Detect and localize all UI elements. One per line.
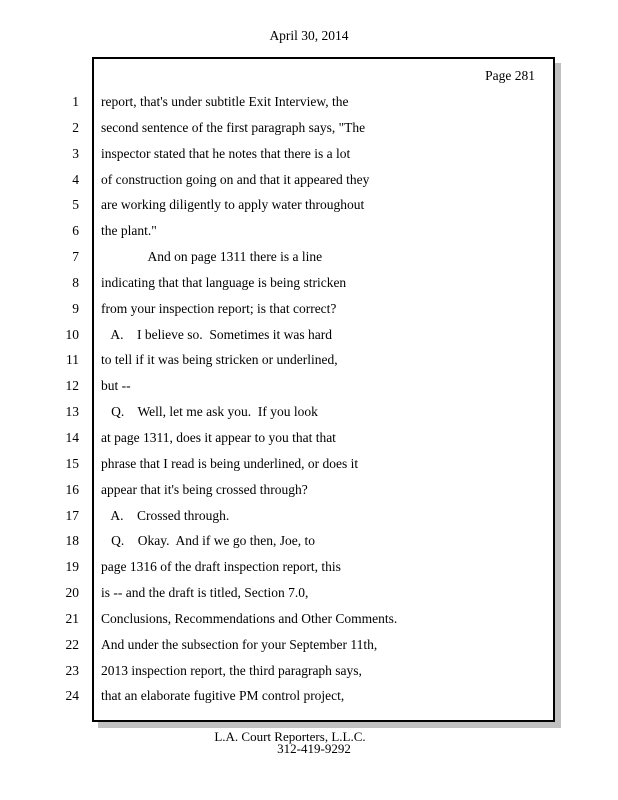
transcript-line — [0, 683, 555, 709]
header-date: April 30, 2014 — [269, 28, 349, 43]
line-text: And under the subsection for your September 11th, — [101, 636, 378, 652]
line-number: 3 — [72, 145, 79, 161]
transcript-line — [0, 244, 555, 270]
line-text: page 1316 of the draft inspection report, this — [101, 559, 341, 575]
line-text: A. Crossed through. — [101, 507, 230, 523]
line-number: 22 — [65, 636, 79, 652]
line-text: is -- and the draft is titled, Section 7.0, — [101, 585, 309, 601]
line-number: 19 — [65, 559, 79, 575]
line-number: 21 — [65, 610, 79, 626]
transcript-line — [0, 658, 555, 684]
line-text: that an elaborate fugitive PM control project, — [101, 688, 345, 704]
transcript-line — [0, 451, 555, 477]
transcript-line — [0, 373, 555, 399]
line-text: from your inspection report; is that correct? — [101, 300, 337, 316]
transcript-line — [0, 503, 555, 529]
line-number: 14 — [65, 429, 79, 445]
line-number: 5 — [72, 197, 79, 213]
line-number: 16 — [65, 481, 79, 497]
line-text: are working diligently to apply water throughout — [101, 197, 365, 213]
line-text: of construction going on and that it appeared they — [101, 171, 370, 187]
line-number: 12 — [65, 378, 79, 394]
transcript-line — [0, 296, 555, 322]
transcript-line — [0, 425, 555, 451]
transcript-line — [0, 270, 555, 296]
line-text: report, that's under subtitle Exit Interview, the — [101, 94, 349, 109]
transcript-line — [0, 477, 555, 503]
line-text: appear that it's being crossed through? — [101, 481, 308, 497]
line-number: 6 — [72, 223, 79, 239]
footer-company: L.A. Court Reporters, L.L.C. — [214, 729, 366, 744]
line-number: 9 — [72, 300, 79, 316]
line-number: 2 — [72, 119, 79, 135]
line-number: 24 — [65, 688, 79, 704]
transcript-line — [0, 89, 555, 115]
transcript-line — [0, 347, 555, 373]
line-text: at page 1311, does it appear to you that that — [101, 429, 336, 445]
line-text: Q. Okay. And if we go then, Joe, to — [101, 533, 315, 549]
line-number: 7 — [72, 249, 79, 265]
line-text: Q. Well, let me ask you. If you look — [101, 404, 318, 420]
line-number: 23 — [65, 662, 79, 678]
transcript-line — [0, 580, 555, 606]
transcript-line — [0, 606, 555, 632]
line-text: second sentence of the first paragraph says, "The — [101, 119, 366, 135]
line-text: but -- — [101, 378, 131, 394]
line-text: inspector stated that he notes that there is a lot — [101, 145, 351, 161]
transcript-line — [0, 218, 555, 244]
line-number: 18 — [65, 533, 79, 549]
line-number: 13 — [65, 404, 79, 420]
transcript-line — [0, 528, 555, 554]
line-text: And on page 1311 there is a line — [101, 249, 323, 265]
transcript-line — [0, 192, 555, 218]
line-text: phrase that I read is being underlined, or does it — [101, 455, 359, 471]
transcript-line — [0, 115, 555, 141]
line-text: to tell if it was being stricken or underlined, — [101, 352, 338, 368]
footer — [0, 731, 618, 756]
line-number: 20 — [65, 585, 79, 601]
transcript-line — [0, 322, 555, 348]
transcript-lines — [0, 89, 555, 709]
line-number: 8 — [72, 274, 79, 290]
transcript-line — [0, 167, 555, 193]
footer-phone: 312-419-9292 — [277, 741, 351, 757]
line-number: 1 — [72, 94, 79, 109]
transcript-line — [0, 632, 555, 658]
line-text: Conclusions, Recommendations and Other Comments. — [101, 610, 398, 626]
transcript-line — [0, 554, 555, 580]
line-number: 10 — [65, 326, 79, 342]
line-text: indicating that that language is being stricken — [101, 274, 347, 290]
transcript-line — [0, 141, 555, 167]
line-number: 4 — [72, 171, 79, 187]
line-number: 17 — [65, 507, 79, 523]
line-text: the plant." — [101, 223, 157, 239]
line-number: 11 — [66, 352, 79, 368]
transcript-line — [0, 399, 555, 425]
page-number-label: Page 281 — [485, 68, 535, 83]
line-text: 2013 inspection report, the third paragraph says, — [101, 662, 362, 678]
line-text: A. I believe so. Sometimes it was hard — [101, 326, 332, 342]
line-number: 15 — [65, 455, 79, 471]
